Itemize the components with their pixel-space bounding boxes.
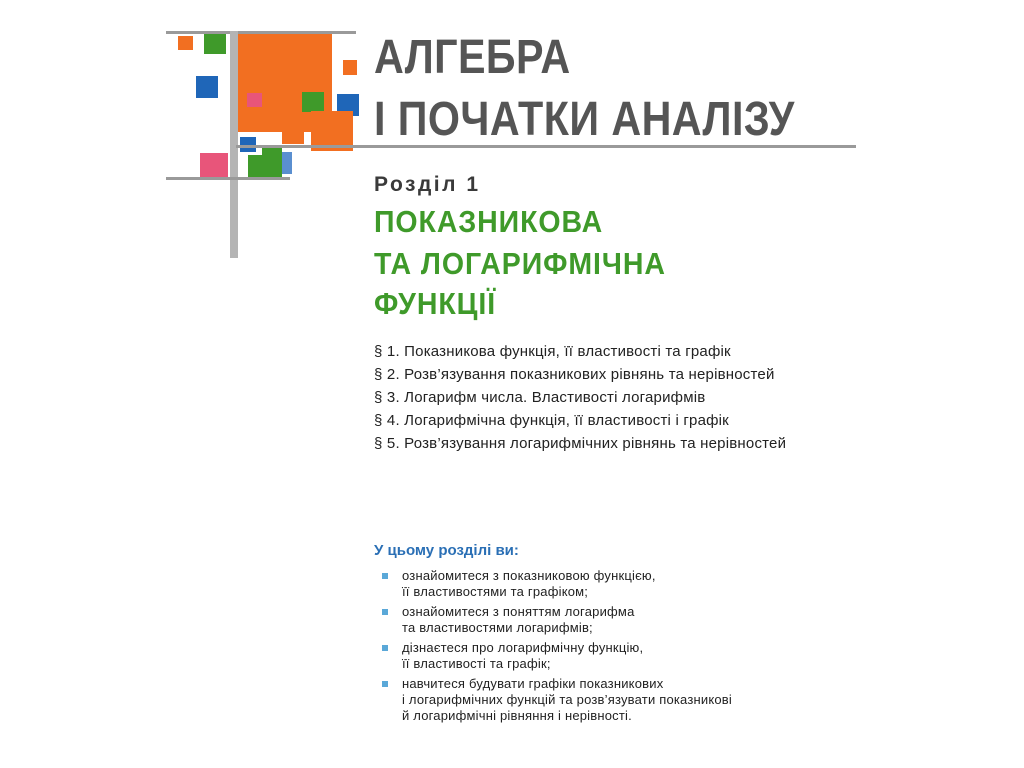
goal-line: навчитеся будувати графіки показникових [402, 676, 664, 691]
goal-line: ознайомитеся з поняттям логарифма [402, 604, 635, 619]
goal-item [382, 676, 732, 724]
chapter-title-line-3: ФУНКЦІЇ [374, 286, 497, 321]
goal-line: її властивостями та графіком; [402, 584, 589, 599]
mosaic-pink [200, 153, 228, 179]
divider-line [166, 31, 356, 34]
book-title-line-2: І ПОЧАТКИ АНАЛІЗУ [374, 93, 795, 146]
chapter-title-line-1: ПОКАЗНИКОВА [374, 204, 604, 239]
mosaic-orange [343, 60, 357, 75]
goal-line: й логарифмічні рівняння і нерівності. [402, 708, 632, 723]
mosaic-pink [247, 93, 262, 107]
mosaic-orange [282, 132, 304, 144]
mosaic-green [204, 34, 226, 54]
table-of-contents [374, 340, 786, 455]
book-title-line-1: АЛГЕБРА [374, 31, 571, 84]
toc-item: § 5. Розв’язування логарифмічних рівнянь та нерівностей [374, 435, 787, 452]
goal-line: і логарифмічних функцій та розв’язувати показникові [402, 692, 733, 707]
goal-line: дізнаєтеся про логарифмічну функцію, [402, 640, 644, 655]
goal-line: ознайомитеся з показниковою функцією, [402, 568, 656, 583]
square-bullet-icon [382, 573, 388, 579]
toc-item: § 4. Логарифмічна функція, її властивості і графік [374, 412, 729, 429]
toc-item: § 1. Показникова функція, її властивості та графік [374, 343, 731, 360]
chapter-title-line-2: ТА ЛОГАРИФМІЧНА [374, 246, 666, 281]
mosaic-orange-small [178, 36, 193, 50]
goals-list [382, 568, 732, 728]
square-bullet-icon [382, 681, 388, 687]
mosaic-green [262, 147, 282, 157]
square-bullet-icon [382, 645, 388, 651]
section-label: Розділ 1 [374, 173, 481, 196]
mosaic-blue [196, 76, 218, 98]
divider-line [166, 177, 290, 180]
goal-item [382, 640, 732, 672]
goal-line: та властивостями логарифмів; [402, 620, 593, 635]
goal-item [382, 568, 732, 600]
mosaic-green [302, 92, 324, 112]
goal-line: її властивості та графік; [402, 656, 551, 671]
goals-heading: У цьому розділі ви: [374, 542, 519, 559]
goal-item [382, 604, 732, 636]
toc-item: § 2. Розв’язування показникових рівнянь та нерівностей [374, 366, 775, 383]
square-bullet-icon [382, 609, 388, 615]
mosaic-blue [282, 152, 292, 174]
toc-item: § 3. Логарифм числа. Властивості логарифмів [374, 389, 706, 406]
